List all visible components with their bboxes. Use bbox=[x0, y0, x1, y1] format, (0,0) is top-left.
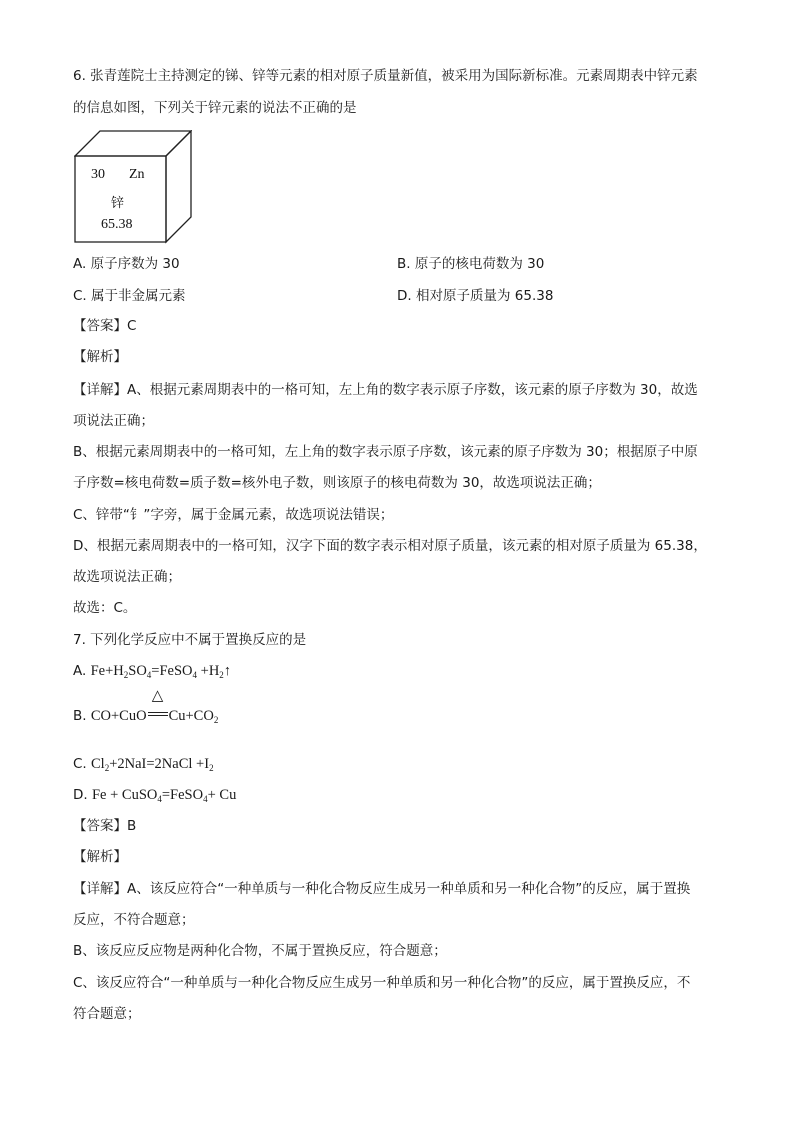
q7-stem: 7. 下列化学反应中不属于置换反应的是 bbox=[73, 632, 307, 648]
q6-stem-line1: 6. 张青莲院士主持测定的锑、锌等元素的相对原子质量新值，被采用为国际新标准。元素周期表中锌元素 bbox=[73, 68, 698, 84]
q6-detail-line: B、根据元素周期表中的一格可知，左上角的数字表示原子序数，该元素的原子序数为 30；根据原子中原 bbox=[73, 444, 698, 460]
q7-detail-line: B、该反应反应物是两种化合物，不属于置换反应，符合题意； bbox=[73, 943, 447, 959]
q7-detail-line: 反应，不符合题意； bbox=[73, 912, 195, 928]
q6-detail-line: C、锌带“钅”字旁，属于金属元素，故选项说法错误； bbox=[73, 507, 394, 523]
q6-option-a: A. 原子序数为 30 bbox=[73, 256, 180, 272]
q6-detail-line: 【详解】A、根据元素周期表中的一格可知，左上角的数字表示原子序数，该元素的原子序数为 30，故选 bbox=[73, 382, 698, 398]
equation-a: $Fe+H_2SO_4=FeSO_4$ $+H_2↑$ bbox=[90, 663, 232, 680]
q6-option-b: B. 原子的核电荷数为 30 bbox=[397, 256, 545, 272]
q7-option-b bbox=[73, 688, 219, 726]
heat-triangle-icon: △ bbox=[151, 688, 164, 704]
q6-option-c: C. 属于非金属元素 bbox=[73, 288, 186, 304]
zinc-element-cube bbox=[74, 130, 192, 244]
q6-detail-line: 故选项说法正确； bbox=[73, 569, 181, 585]
q7-option-d bbox=[73, 785, 236, 805]
option-label: C. bbox=[73, 756, 92, 772]
q7-analysis-label: 【解析】 bbox=[73, 849, 127, 865]
q7-option-c bbox=[73, 754, 214, 774]
q6-option-d: D. 相对原子质量为 65.38 bbox=[397, 288, 554, 304]
option-label: D. bbox=[73, 787, 92, 803]
equation-b: CO+CuO △ $Cu+CO_2$ bbox=[90, 688, 219, 725]
heating-condition bbox=[147, 688, 169, 726]
element-name: 锌 bbox=[111, 196, 125, 211]
atomic-number: 30 bbox=[91, 167, 105, 182]
q7-detail-line: 【详解】A、该反应符合“一种单质与一种化合物反应生成另一种单质和另一种化合物”的反应，属于置换 bbox=[73, 881, 691, 897]
q6-conclusion: 故选：C。 bbox=[73, 600, 137, 616]
option-label: B. bbox=[73, 708, 91, 724]
equation-d: Fe + CuSO$_4$=FeSO$_4$+ Cu bbox=[91, 787, 237, 804]
q6-detail-line: 项说法正确； bbox=[73, 413, 154, 429]
atomic-mass: 65.38 bbox=[101, 217, 133, 232]
q6-detail-line: 子序数=核电荷数=质子数=核外电子数，则该原子的核电荷数为 30，故选项说法正确； bbox=[73, 475, 601, 491]
option-label: A. bbox=[73, 663, 91, 679]
q6-detail-line: D、根据元素周期表中的一格可知，汉字下面的数字表示相对原子质量，该元素的相对原子质量为 65.38， bbox=[73, 538, 707, 554]
equation-c: $Cl_2+2NaI=2NaCl +I_2$ bbox=[91, 756, 214, 773]
cube-outline bbox=[74, 130, 192, 244]
q7-detail-line: C、该反应符合“一种单质与一种化合物反应生成另一种单质和另一种化合物”的反应，属于置换反应，不 bbox=[73, 975, 691, 991]
element-symbol: Zn bbox=[129, 167, 145, 182]
q7-option-a bbox=[73, 661, 231, 681]
q6-analysis-label: 【解析】 bbox=[73, 349, 127, 365]
q7-detail-line: 符合题意； bbox=[73, 1006, 141, 1022]
q6-answer: 【答案】C bbox=[73, 318, 137, 334]
q6-stem-line2: 的信息如图，下列关于锌元素的说法不正确的是 bbox=[73, 100, 357, 116]
q7-answer: 【答案】B bbox=[73, 818, 137, 834]
